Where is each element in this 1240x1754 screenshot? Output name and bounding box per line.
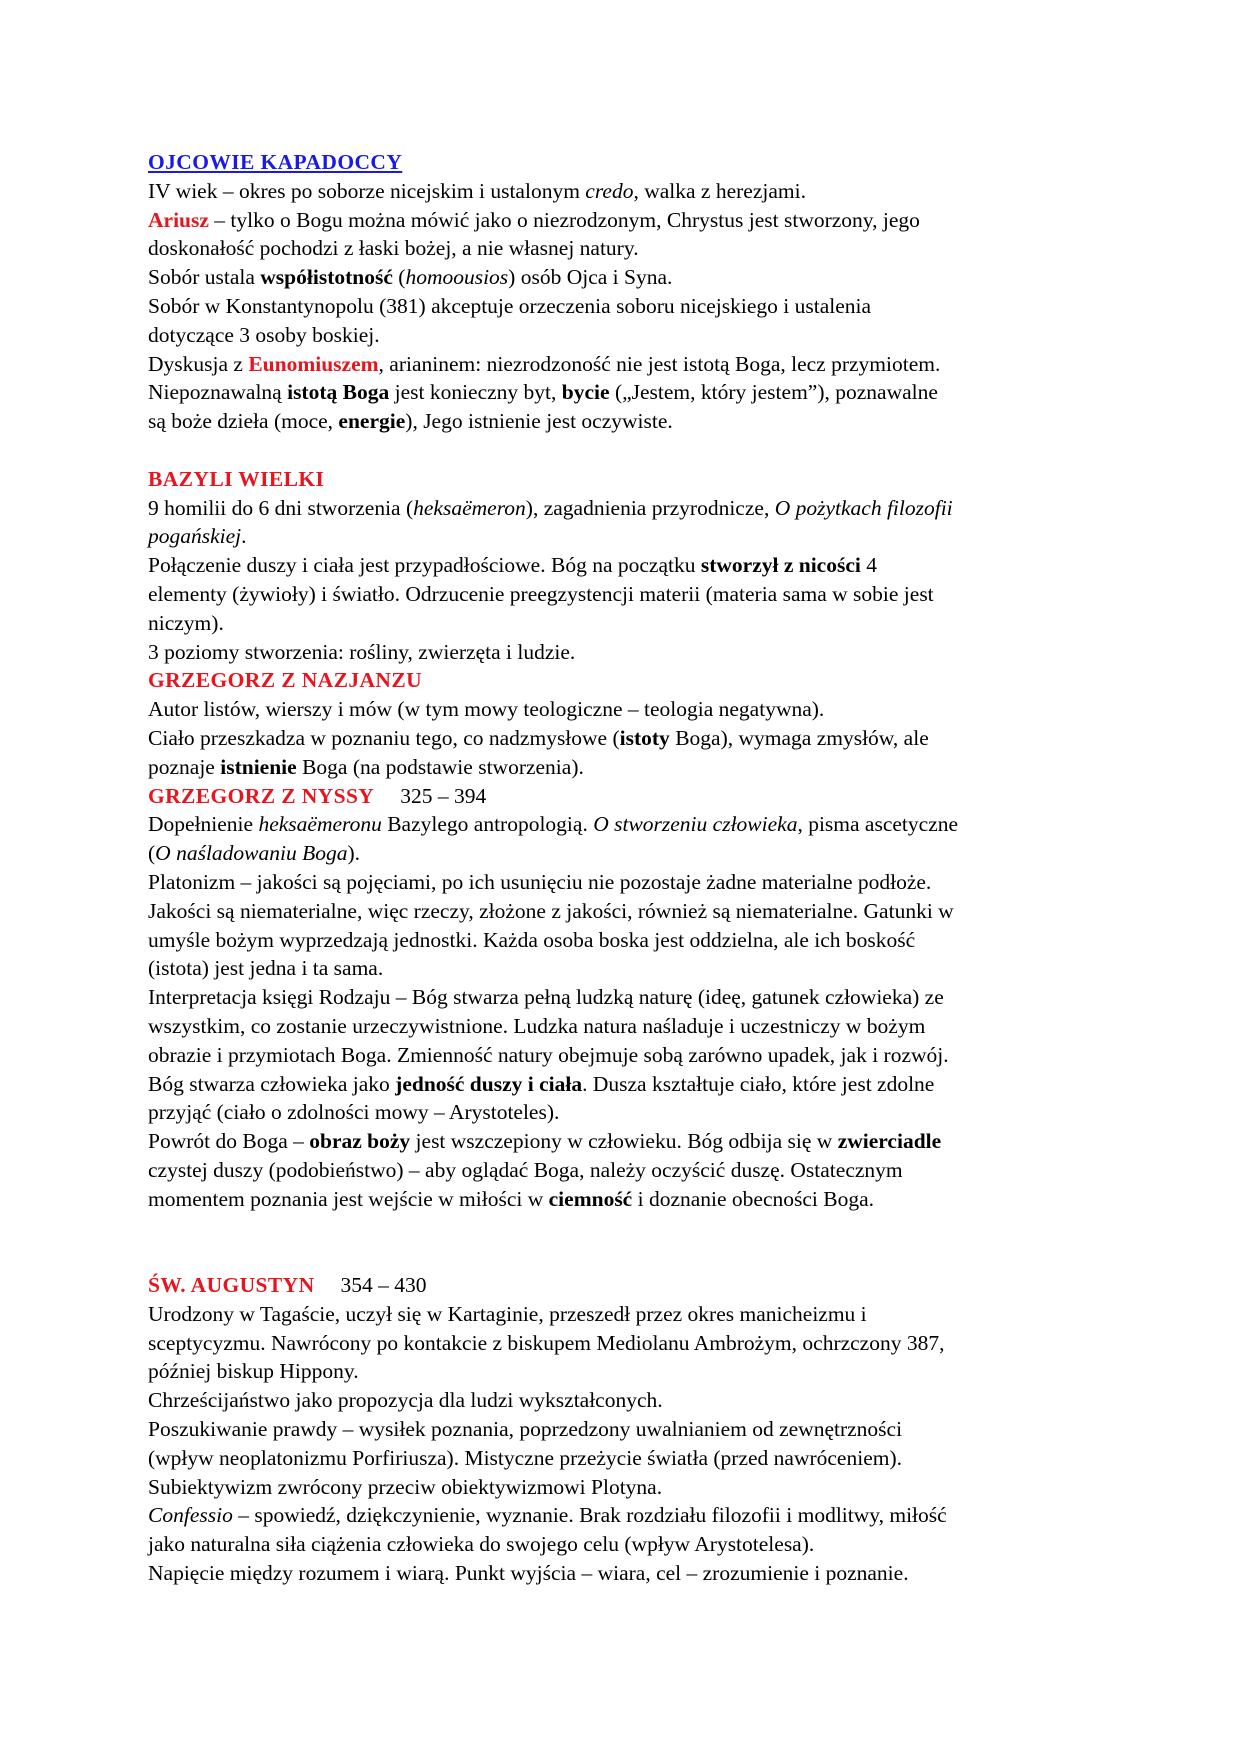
text-run: Niepoznawalną bbox=[148, 380, 288, 405]
paragraph-line bbox=[148, 638, 1098, 667]
paragraph-line bbox=[148, 1041, 1098, 1070]
paragraph-line bbox=[148, 897, 1098, 926]
text-run: Urodzony w Tagaście, uczył się w Kartaginie, przeszedł przez okres manicheizmu i bbox=[148, 1301, 867, 1326]
text-run: Poszukiwanie prawdy – wysiłek poznania, poprzedzony uwalnianiem od zewnętrzności bbox=[148, 1417, 903, 1442]
text-run: ( bbox=[392, 265, 406, 290]
paragraph-line bbox=[148, 292, 1098, 321]
text-run: momentem poznania jest wejście w miłości w bbox=[148, 1186, 549, 1211]
section-heading-nyssy bbox=[148, 782, 1098, 811]
text-run: , pisma ascetyczne bbox=[797, 812, 959, 837]
name-highlight: Eunomiuszem bbox=[248, 351, 379, 376]
section-heading-bazyli bbox=[148, 465, 1098, 494]
text-run: Platonizm – jakości są pojęciami, po ich usunięciu nie pozostaje żadne materialne podłoże. bbox=[148, 869, 932, 894]
text-run: , walka z herezjami. bbox=[633, 178, 806, 203]
paragraph-line bbox=[148, 177, 1098, 206]
text-run: heksaëmeronu bbox=[258, 812, 382, 837]
text-run: jako naturalna siła ciążenia człowieka do swojego celu (wpływ Arystotelesa). bbox=[148, 1532, 815, 1557]
text-run: Subiektywizm zwrócony przeciw obiektywizmowi Plotyna. bbox=[148, 1474, 663, 1499]
paragraph-line bbox=[148, 580, 1098, 609]
text-run: homoousios bbox=[405, 265, 509, 290]
paragraph-line bbox=[148, 263, 1098, 292]
text-run: zwierciadle bbox=[837, 1129, 942, 1154]
text-run: poznaje bbox=[148, 754, 221, 779]
text-run: sceptycyzmu. Nawrócony po kontakcie z biskupem Mediolanu Ambrożym, ochrzczony 387, bbox=[148, 1330, 945, 1355]
text-run: Powrót do Boga – bbox=[148, 1129, 310, 1154]
text-run: Bazylego antropologią. bbox=[381, 812, 594, 837]
text-run: umyśle bożym wyprzedzają jednostki. Każda osoba boska jest oddzielna, ale ich boskość bbox=[148, 927, 916, 952]
paragraph-line bbox=[148, 1185, 1098, 1214]
paragraph-line bbox=[148, 1559, 1098, 1588]
paragraph-line bbox=[148, 1070, 1098, 1099]
paragraph-line bbox=[148, 868, 1098, 897]
paragraph-line bbox=[148, 609, 1098, 638]
text-run: ciemność bbox=[548, 1186, 633, 1211]
section-heading-augustyn bbox=[148, 1271, 1098, 1300]
text-run: elementy (żywioły) i światło. Odrzucenie preegzystencji materii (materia sama w sobie jest bbox=[148, 581, 934, 606]
text-run: Dopełnienie bbox=[148, 812, 259, 837]
text-run: jedność duszy i ciała bbox=[395, 1071, 583, 1096]
paragraph-line bbox=[148, 983, 1098, 1012]
text-run: Chrześcijaństwo jako propozycja dla ludzi wykształconych. bbox=[148, 1388, 663, 1413]
text-run: – spowiedź, dziękczynienie, wyznanie. Brak rozdziału filozofii i modlitwy, miłość bbox=[232, 1503, 947, 1528]
paragraph-line bbox=[148, 810, 1098, 839]
text-run: Boga), wymaga zmysłów, ale bbox=[669, 725, 929, 750]
text-run: ŚW. AUGUSTYN bbox=[148, 1273, 315, 1298]
paragraph-line bbox=[148, 494, 1098, 523]
text-run: IV wiek – okres po soborze nicejskim i ustalonym bbox=[148, 178, 586, 203]
text-run: – tylko o Bogu można mówić jako o niezrodzonym, Chrystus jest stworzony, jego bbox=[208, 207, 920, 232]
text-run: Jakości są niematerialne, więc rzeczy, złożone z jakości, również są niematerialne. Gatunki w bbox=[148, 898, 954, 923]
text-run: dotyczące 3 osoby boskiej. bbox=[148, 322, 380, 347]
paragraph-line bbox=[148, 234, 1098, 263]
text-run: , arianinem: niezrodzoność nie jest istotą Boga, lecz przymiotem. bbox=[378, 351, 941, 376]
paragraph-line bbox=[148, 378, 1098, 407]
text-run: współistotność bbox=[260, 265, 393, 290]
text-run: doskonałość pochodzi z łaski bożej, a nie własnej natury. bbox=[148, 236, 639, 261]
text-run: ). bbox=[347, 841, 361, 866]
paragraph-line bbox=[148, 1386, 1098, 1415]
text-run: Interpretacja księgi Rodzaju – Bóg stwarza pełną ludzką naturę (ideę, gatunek człowieka) ze bbox=[148, 985, 944, 1010]
text-run: stworzył z nicości bbox=[700, 553, 861, 578]
text-run: 4 bbox=[860, 553, 877, 578]
paragraph-line bbox=[148, 206, 1098, 235]
text-run: są boże dzieła (moce, bbox=[148, 409, 339, 434]
text-run: istnienie bbox=[220, 754, 297, 779]
text-run: i doznanie obecności Boga. bbox=[632, 1186, 875, 1211]
text-run: ), Jego istnienie jest oczywiste. bbox=[405, 409, 673, 434]
paragraph-line bbox=[148, 954, 1098, 983]
paragraph-line bbox=[148, 695, 1098, 724]
text-run: O stworzeniu człowieka bbox=[593, 812, 798, 837]
text-run: energie bbox=[338, 409, 406, 434]
paragraph-line bbox=[148, 1501, 1098, 1530]
paragraph-line bbox=[148, 1530, 1098, 1559]
text-run: (istota) jest jedna i ta sama. bbox=[148, 956, 384, 981]
paragraph-line bbox=[148, 1444, 1098, 1473]
text-run: później biskup Hippony. bbox=[148, 1359, 359, 1384]
text-run: credo bbox=[585, 178, 634, 203]
paragraph-line bbox=[148, 724, 1098, 753]
text-run: Sobór w Konstantynopolu (381) akceptuje orzeczenia soboru nicejskiego i ustalenia bbox=[148, 293, 872, 318]
paragraph-line bbox=[148, 753, 1098, 782]
text-run: Autor listów, wierszy i mów (w tym mowy teologiczne – teologia negatywna). bbox=[148, 697, 825, 722]
text-run: O pożytkach filozofii bbox=[774, 495, 953, 520]
paragraph-line bbox=[148, 321, 1098, 350]
paragraph-line bbox=[148, 1329, 1098, 1358]
paragraph-line bbox=[148, 1012, 1098, 1041]
paragraph-line bbox=[148, 839, 1098, 868]
heading-link[interactable]: OJCOWIE KAPADOCCY bbox=[148, 150, 403, 174]
paragraph-line bbox=[148, 1357, 1098, 1386]
text-run: wszystkim, co zostanie urzeczywistnione. Ludzka natura naśladuje i uczestniczy w bożym bbox=[148, 1013, 926, 1038]
text-run: BAZYLI WIELKI bbox=[148, 466, 325, 491]
paragraph-line bbox=[148, 1127, 1098, 1156]
text-run: 3 poziomy stworzenia: rośliny, zwierzęta i ludzie. bbox=[148, 639, 576, 664]
text-run: niczym). bbox=[148, 610, 224, 635]
paragraph-line bbox=[148, 522, 1098, 551]
name-highlight: Ariusz bbox=[148, 207, 209, 232]
document-page bbox=[148, 148, 1098, 1588]
paragraph-line bbox=[148, 350, 1098, 379]
paragraph-line bbox=[148, 1156, 1098, 1185]
text-run: („Jestem, który jestem”), poznawalne bbox=[609, 380, 938, 405]
text-run: istotą Boga bbox=[287, 380, 390, 405]
paragraph-line bbox=[148, 551, 1098, 580]
text-run: . bbox=[241, 524, 247, 549]
text-run: (wpływ neoplatonizmu Porfiriusza). Mistyczne przeżycie światła (przed nawróceniem). bbox=[148, 1445, 903, 1470]
life-dates: 354 – 430 bbox=[340, 1273, 427, 1298]
text-run: ), zagadnienia przyrodnicze, bbox=[525, 495, 775, 520]
text-run: heksaëmeron bbox=[413, 495, 526, 520]
paragraph-line bbox=[148, 407, 1098, 436]
text-run: obraz boży bbox=[309, 1129, 411, 1154]
paragraph-line bbox=[148, 1300, 1098, 1329]
text-run: Ciało przeszkadza w poznaniu tego, co nadzmysłowe ( bbox=[148, 725, 620, 750]
text-run: GRZEGORZ Z NYSSY bbox=[148, 783, 375, 808]
text-run: Confessio bbox=[148, 1503, 233, 1528]
text-run: Boga (na podstawie stworzenia). bbox=[296, 754, 584, 779]
text-run: GRZEGORZ Z NAZJANZU bbox=[148, 668, 422, 693]
paragraph-line bbox=[148, 1098, 1098, 1127]
text-run: . Dusza kształtuje ciało, które jest zdolne bbox=[582, 1071, 935, 1096]
paragraph-line bbox=[148, 926, 1098, 955]
text-run: Dyskusja z bbox=[148, 351, 249, 376]
text-run: pogańskiej bbox=[148, 524, 242, 549]
paragraph-line bbox=[148, 1415, 1098, 1444]
text-run: bycie bbox=[561, 380, 610, 405]
text-run: Bóg stwarza człowieka jako bbox=[148, 1071, 396, 1096]
text-run: Napięcie między rozumem i wiarą. Punkt wyjścia – wiara, cel – zrozumienie i poznanie. bbox=[148, 1561, 909, 1586]
section-heading-kapadoccy bbox=[148, 148, 1098, 177]
text-run: ) osób Ojca i Syna. bbox=[508, 265, 673, 290]
text-run: Połączenie duszy i ciała jest przypadłościowe. Bóg na początku bbox=[148, 553, 701, 578]
text-run: istoty bbox=[619, 725, 670, 750]
text-run: czystej duszy (podobieństwo) – aby oglądać Boga, należy oczyścić duszę. Ostatecznym bbox=[148, 1157, 903, 1182]
text-run: ( bbox=[148, 841, 156, 866]
text-run: przyjąć (ciało o zdolności mowy – Arystoteles). bbox=[148, 1100, 560, 1125]
text-run: Sobór ustala bbox=[148, 265, 261, 290]
life-dates: 325 – 394 bbox=[400, 783, 487, 808]
text-run: jest konieczny byt, bbox=[389, 380, 562, 405]
text-run: 9 homilii do 6 dni stworzenia ( bbox=[148, 495, 414, 520]
section-heading-nazjanzu bbox=[148, 666, 1098, 695]
text-run: O naśladowaniu Boga bbox=[155, 841, 348, 866]
paragraph-line bbox=[148, 1473, 1098, 1502]
text-run: jest wszczepiony w człowieku. Bóg odbija się w bbox=[410, 1129, 838, 1154]
text-run: obrazie i przymiotach Boga. Zmienność natury obejmuje sobą zarówno upadek, jak i rozwój. bbox=[148, 1042, 949, 1067]
